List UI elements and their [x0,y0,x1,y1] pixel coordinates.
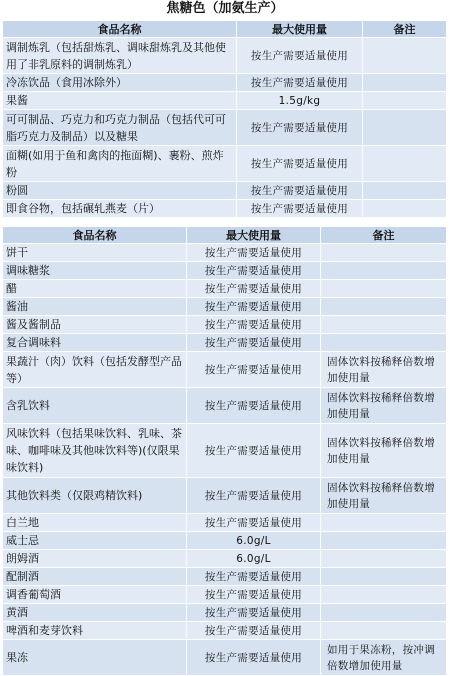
max-usage-cell: 按生产需要适量使用 [237,74,363,92]
max-usage-cell: 按生产需要适量使用 [237,38,363,74]
remarks-cell: 固体饮料按稀释倍数增加使用量 [321,388,447,424]
max-usage-cell: 按生产需要适量使用 [187,478,321,514]
food-name-cell: 含乳饮料 [3,388,187,424]
header-food-name: 食品名称 [3,227,187,244]
table-row [3,622,447,640]
food-name-cell: 威士忌 [3,532,187,550]
food-name-cell: 调香葡萄酒 [3,586,187,604]
table-row [3,146,447,182]
remarks-cell [321,604,447,622]
remarks-cell [321,532,447,550]
remarks-cell: 固体饮料按稀释倍数增加使用量 [321,478,447,514]
max-usage-cell: 6.0g/L [187,532,321,550]
table-row [3,92,447,110]
max-usage-cell: 按生产需要适量使用 [187,262,321,280]
food-name-cell: 朗姆酒 [3,550,187,568]
page-title: 焦糖色（加氨生产） [166,1,284,16]
header-remarks: 备注 [321,227,447,244]
table-row [3,280,447,298]
food-name-cell: 调味糖浆 [3,262,187,280]
max-usage-cell: 按生产需要适量使用 [187,316,321,334]
remarks-cell [321,280,447,298]
table-row [3,424,447,478]
remarks-cell [321,334,447,352]
remarks-cell [321,568,447,586]
food-name-cell: 果冻 [3,640,187,676]
remarks-cell [363,92,447,110]
max-usage-cell: 6.0g/L [187,550,321,568]
remarks-cell [321,244,447,262]
food-name-cell: 可可制品、巧克力和巧克力制品（包括代可可脂巧克力及制品）以及糖果 [3,110,237,146]
food-name-cell: 果酱 [3,92,237,110]
max-usage-cell: 按生产需要适量使用 [187,514,321,532]
max-usage-cell: 按生产需要适量使用 [187,352,321,388]
table-header-row [3,227,447,244]
table-row [3,568,447,586]
table-row [3,550,447,568]
food-name-cell: 果蔬汁（肉）饮料（包括发酵型产品等） [3,352,187,388]
max-usage-cell: 按生产需要适量使用 [187,622,321,640]
table-row [3,200,447,218]
max-usage-cell: 按生产需要适量使用 [187,568,321,586]
remarks-cell [321,316,447,334]
max-usage-cell: 按生产需要适量使用 [187,388,321,424]
table-row [3,640,447,676]
remarks-cell [363,110,447,146]
table-row [3,604,447,622]
food-name-cell: 复合调味料 [3,334,187,352]
remarks-cell [363,38,447,74]
table-row [3,388,447,424]
max-usage-cell: 按生产需要适量使用 [237,146,363,182]
food-name-cell: 冷冻饮品（食用冰除外） [3,74,237,92]
header-max-usage: 最大使用量 [187,227,321,244]
food-name-cell: 粉圆 [3,182,237,200]
remarks-cell: 固体饮料按稀释倍数增加使用量 [321,424,447,478]
food-name-cell: 啤酒和麦芽饮料 [3,622,187,640]
max-usage-cell: 1.5g/kg [237,92,363,110]
additive-table-1 [2,20,447,218]
remarks-cell [363,182,447,200]
remarks-cell [321,622,447,640]
remarks-cell [363,74,447,92]
max-usage-cell: 按生产需要适量使用 [187,424,321,478]
food-name-cell: 白兰地 [3,514,187,532]
table-row [3,182,447,200]
table-row [3,514,447,532]
table-row [3,586,447,604]
additive-table-2 [2,226,447,676]
food-name-cell: 其他饮料类（仅限鸡精饮料) [3,478,187,514]
max-usage-cell: 按生产需要适量使用 [237,110,363,146]
food-name-cell: 调制炼乳（包括甜炼乳、调味甜炼乳及其他使用了非乳原料的调制炼乳） [3,38,237,74]
table-row [3,38,447,74]
remarks-cell [321,586,447,604]
food-name-cell: 风味饮料（包括果味饮料、乳味、茶味、咖啡味及其他味饮料等)(仅限果味饮料) [3,424,187,478]
header-remarks: 备注 [363,21,447,38]
table-row [3,110,447,146]
food-name-cell: 配制酒 [3,568,187,586]
remarks-cell [363,200,447,218]
header-max-usage: 最大使用量 [237,21,363,38]
table-row [3,262,447,280]
food-name-cell: 即食谷物，包括碾轧燕麦（片） [3,200,237,218]
food-name-cell: 酱油 [3,298,187,316]
table-row [3,298,447,316]
table-row [3,244,447,262]
table-row [3,478,447,514]
remarks-cell [321,550,447,568]
table-row [3,352,447,388]
max-usage-cell: 按生产需要适量使用 [187,604,321,622]
remarks-cell: 如用于果冻粉，按冲调倍数增加使用量 [321,640,447,676]
max-usage-cell: 按生产需要适量使用 [187,334,321,352]
table-row [3,316,447,334]
remarks-cell [321,514,447,532]
table-row [3,334,447,352]
table-header-row [3,21,447,38]
max-usage-cell: 按生产需要适量使用 [187,244,321,262]
table-row [3,532,447,550]
header-food-name: 食品名称 [3,21,237,38]
max-usage-cell: 按生产需要适量使用 [187,298,321,316]
remarks-cell [321,298,447,316]
food-name-cell: 酱及酱制品 [3,316,187,334]
food-name-cell: 黄酒 [3,604,187,622]
max-usage-cell: 按生产需要适量使用 [237,200,363,218]
max-usage-cell: 按生产需要适量使用 [237,182,363,200]
table-row [3,74,447,92]
remarks-cell [321,262,447,280]
remarks-cell: 固体饮料按稀释倍数增加使用量 [321,352,447,388]
food-name-cell: 面糊(如用于鱼和禽肉的拖面糊)、裹粉、煎炸粉 [3,146,237,182]
remarks-cell [363,146,447,182]
food-name-cell: 醋 [3,280,187,298]
max-usage-cell: 按生产需要适量使用 [187,640,321,676]
food-name-cell: 饼干 [3,244,187,262]
max-usage-cell: 按生产需要适量使用 [187,280,321,298]
max-usage-cell: 按生产需要适量使用 [187,586,321,604]
